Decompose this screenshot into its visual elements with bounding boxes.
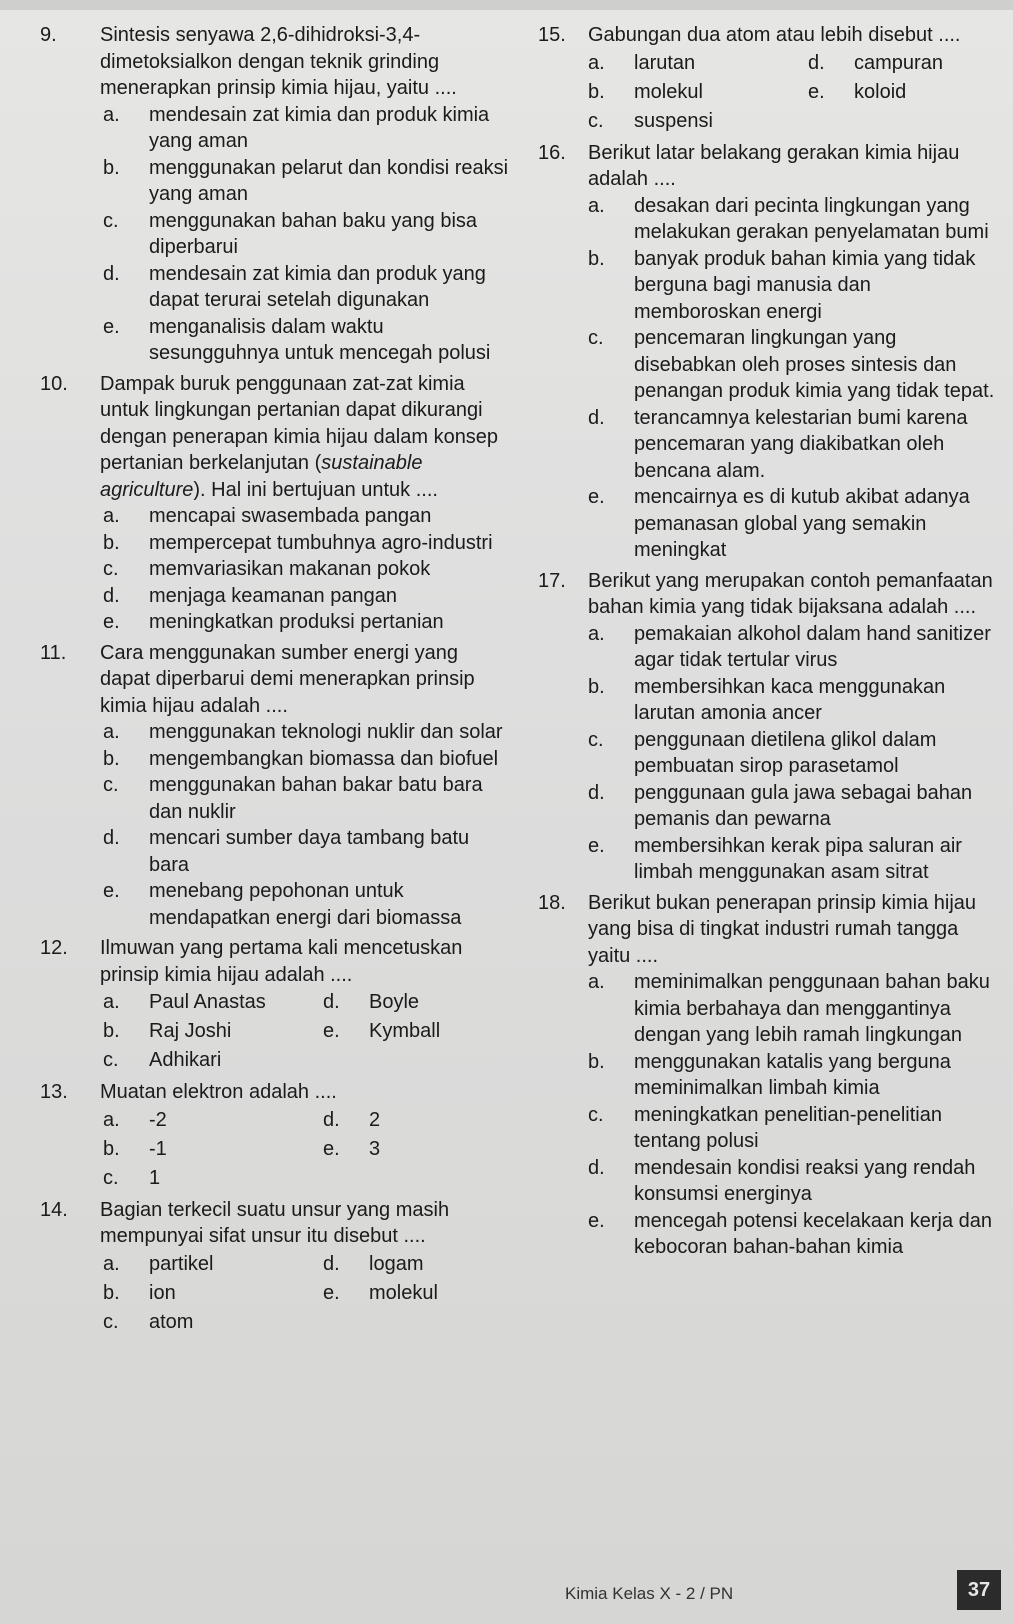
option-text: desakan dari pecinta lingkungan yang melakukan gerakan penyelamatan bumi — [634, 194, 989, 243]
option-text: molekul — [634, 80, 703, 103]
option-letter: c. — [588, 728, 604, 751]
answer-option — [588, 405, 998, 485]
option-letter: b. — [588, 675, 605, 698]
question-text — [100, 371, 510, 504]
option-text: Paul Anastas — [149, 991, 266, 1013]
answer-option-row — [588, 49, 998, 78]
option-text: meminimalkan penggunaan bahan baku kimia berbahaya dan menggantinya dengan yang lebih ramah lingkungan — [634, 971, 990, 1046]
option-text — [634, 621, 998, 674]
option-letter: a. — [588, 51, 605, 74]
question-stem — [40, 371, 510, 504]
option-text: Adhikari — [149, 1049, 222, 1071]
question-number: 11. — [40, 641, 67, 664]
option-text: meningkatkan penelitian-penelitian tentang polusi — [634, 1103, 942, 1152]
answer-option — [103, 1250, 323, 1279]
page-top-edge — [0, 0, 1013, 10]
option-letter: b. — [588, 80, 605, 103]
option-text: partikel — [149, 1252, 214, 1275]
answer-option — [588, 246, 998, 326]
answer-option — [103, 772, 510, 825]
option-letter: d. — [588, 781, 605, 804]
option-text: Raj Joshi — [149, 1020, 232, 1042]
option-letter: a. — [103, 1108, 120, 1131]
left-column — [40, 22, 510, 1341]
answer-option — [103, 530, 510, 557]
option-letter: b. — [588, 1050, 605, 1073]
question-number: 17. — [538, 569, 566, 592]
answer-option — [588, 325, 998, 405]
option-letter: c. — [103, 774, 119, 796]
option-text: mencairnya es di kutub akibat adanya pemanasan global yang semakin meningkat — [634, 486, 970, 561]
option-text: banyak produk bahan kimia yang tidak berguna bagi manusia dan memboroskan energi — [634, 247, 976, 323]
option-letter: a. — [588, 194, 605, 217]
option-text: Boyle — [369, 991, 420, 1013]
question-number: 14. — [40, 1198, 68, 1221]
option-text: mendesain kondisi reaksi yang rendah konsumsi energinya — [634, 1156, 976, 1205]
answer-option — [323, 1017, 440, 1046]
option-text: koloid — [854, 80, 907, 103]
option-letter: c. — [103, 558, 119, 580]
question-text-italic: sustainable agriculture — [100, 452, 423, 501]
option-letter: b. — [103, 1281, 120, 1304]
question-text: Bagian terkecil suatu unsur yang masih mempunyai sifat unsur itu disebut .... — [100, 1198, 450, 1247]
answer-option — [588, 674, 998, 727]
question-number: 16. — [538, 141, 566, 164]
option-text-part: agar tidak tertular virus — [634, 649, 838, 671]
option-text: mengembangkan biomassa dan biofuel — [149, 747, 499, 770]
option-letter: b. — [103, 531, 120, 554]
option-letter: a. — [588, 971, 605, 993]
option-text: suspensi — [634, 109, 713, 132]
question-stem — [538, 22, 998, 49]
option-text: mendesain zat kimia dan produk kimia yang aman — [149, 103, 490, 152]
answer-option-row — [103, 1135, 510, 1164]
answer-option — [103, 825, 510, 878]
answer-option-row — [103, 1164, 510, 1193]
option-text: membersihkan kaca menggunakan larutan amonia ancer — [634, 675, 946, 724]
option-letter: c. — [103, 1049, 119, 1071]
option-text: 2 — [369, 1108, 381, 1131]
question-stem — [40, 1197, 510, 1250]
option-letter: d. — [808, 51, 825, 74]
option-letter: e. — [103, 315, 120, 338]
option-letter: e. — [588, 834, 605, 857]
question-number: 9. — [40, 24, 57, 46]
option-text: mencegah potensi kecelakaan kerja dan kebocoran bahan-bahan kimia — [634, 1209, 993, 1258]
question-number: 18. — [538, 891, 566, 914]
answer-option-row — [588, 78, 998, 107]
option-text: penggunaan dietilena glikol dalam pembuatan sirop parasetamol — [634, 728, 937, 777]
answer-option — [103, 746, 510, 773]
option-text: mendesain zat kimia dan produk yang dapat terurai setelah digunakan — [149, 262, 486, 311]
option-text: terancamnya kelestarian bumi karena pencemaran yang diakibatkan oleh bencana alam. — [634, 406, 968, 482]
option-text: molekul — [369, 1281, 438, 1304]
option-letter: b. — [103, 156, 120, 179]
question-18 — [538, 890, 998, 1261]
answer-option-row — [103, 1017, 510, 1046]
answer-option — [588, 484, 998, 564]
page-number: 37 — [957, 1570, 1001, 1610]
option-text: mempercepat tumbuhnya agro-industri — [149, 531, 493, 554]
answer-option-row — [588, 107, 998, 136]
answer-option — [103, 1308, 323, 1337]
option-letter: c. — [588, 109, 604, 132]
question-number: 15. — [538, 24, 566, 46]
answer-option — [588, 1208, 998, 1261]
answer-option — [103, 583, 510, 610]
answer-option-row — [103, 1250, 510, 1279]
answer-option — [103, 719, 510, 746]
answer-option — [103, 503, 510, 530]
option-text: pencemaran lingkungan yang disebabkan oleh proses sintesis dan penangan produk kimia yang tidak tepat. — [634, 327, 995, 402]
answer-option — [103, 1135, 323, 1164]
option-letter: e. — [588, 486, 605, 508]
question-stem — [538, 890, 998, 970]
option-letter: c. — [103, 209, 119, 232]
answer-option — [103, 1106, 323, 1135]
answer-option — [588, 78, 808, 107]
option-text: ion — [149, 1281, 176, 1304]
option-text: memvariasikan makanan pokok — [149, 558, 431, 580]
option-text: logam — [369, 1252, 424, 1275]
answer-option — [808, 49, 943, 78]
answer-option — [588, 1155, 998, 1208]
option-text: menggunakan bahan bakar batu bara dan nuklir — [149, 774, 483, 823]
answer-option — [103, 1279, 323, 1308]
option-letter: d. — [323, 991, 340, 1013]
answer-option — [103, 1164, 323, 1193]
option-letter: a. — [588, 622, 605, 645]
option-letter: c. — [588, 327, 604, 349]
answer-option — [588, 621, 998, 674]
question-stem — [40, 640, 510, 720]
option-letter: d. — [588, 406, 605, 429]
answer-option — [323, 1135, 380, 1164]
option-letter: b. — [103, 1020, 120, 1042]
question-text: Ilmuwan yang pertama kali mencetuskan prinsip kimia hijau adalah .... — [100, 937, 463, 986]
option-text: mencapai swasembada pangan — [149, 505, 432, 527]
question-14 — [40, 1197, 510, 1337]
option-text: menjaga keamanan pangan — [149, 584, 397, 607]
answer-option — [588, 1102, 998, 1155]
answer-option-row — [103, 1046, 510, 1075]
question-16 — [538, 140, 998, 564]
question-text: Muatan elektron adalah .... — [100, 1081, 337, 1103]
option-text: membersihkan kerak pipa saluran air limbah menggunakan asam sitrat — [634, 834, 962, 883]
option-letter: a. — [103, 505, 120, 527]
answer-option — [808, 78, 906, 107]
option-text: menggunakan pelarut dan kondisi reaksi yang aman — [149, 156, 509, 205]
question-17 — [538, 568, 998, 886]
option-letter: d. — [103, 262, 120, 285]
answer-option-row — [103, 1279, 510, 1308]
right-column — [538, 22, 998, 1265]
option-text: menggunakan teknologi nuklir dan solar — [149, 721, 503, 743]
option-text: menggunakan bahan baku yang bisa diperbarui — [149, 209, 478, 258]
question-text: Gabungan dua atom atau lebih disebut .... — [588, 24, 961, 46]
question-stem — [538, 568, 998, 621]
answer-option — [103, 988, 323, 1017]
answer-option — [323, 1106, 380, 1135]
answer-option — [323, 988, 419, 1017]
question-text: Berikut latar belakang gerakan kimia hijau adalah .... — [588, 141, 960, 190]
question-number: 13. — [40, 1081, 68, 1103]
answer-option — [103, 878, 510, 931]
option-letter: a. — [103, 721, 120, 743]
question-text-part: ). Hal ini bertujuan untuk .... — [193, 478, 438, 501]
footer-label: Kimia Kelas X - 2 / PN — [565, 1584, 734, 1603]
answer-option — [588, 727, 998, 780]
answer-option — [588, 107, 808, 136]
answer-option — [588, 49, 808, 78]
answer-option — [103, 102, 510, 155]
answer-option — [323, 1250, 423, 1279]
option-letter: a. — [103, 1252, 120, 1275]
question-text: Cara menggunakan sumber energi yang dapat diperbarui demi menerapkan prinsip kimia hijau adalah .... — [100, 641, 475, 717]
question-text: Sintesis senyawa 2,6-dihidroksi-3,4-dimetoksialkon dengan teknik grinding menerapkan prinsip kimia hijau, yaitu .... — [100, 24, 457, 99]
answer-option — [103, 1017, 323, 1046]
question-9 — [40, 22, 510, 367]
question-stem — [40, 1079, 510, 1106]
option-text: 3 — [369, 1137, 381, 1160]
option-letter: d. — [323, 1108, 340, 1131]
option-text: meningkatkan produksi pertanian — [149, 611, 444, 633]
option-text: -1 — [149, 1137, 167, 1160]
option-letter: b. — [588, 247, 605, 270]
question-stem — [40, 935, 510, 988]
question-stem — [40, 22, 510, 102]
option-text: menggunakan katalis yang berguna meminimalkan limbah kimia — [634, 1050, 951, 1099]
option-text-italic: hand sanitizer — [866, 622, 991, 645]
answer-option — [103, 314, 510, 367]
answer-option — [103, 556, 510, 583]
answer-option — [103, 208, 510, 261]
question-15 — [538, 22, 998, 136]
option-text: atom — [149, 1310, 194, 1333]
option-text: menganalisis dalam waktu sesungguhnya untuk mencegah polusi — [149, 315, 491, 364]
answer-option — [103, 261, 510, 314]
option-letter: c. — [103, 1166, 119, 1189]
option-text: larutan — [634, 51, 696, 74]
question-text-part: Dampak buruk penggunaan zat-zat kimia untuk lingkungan pertanian dapat dikurangi dengan penerapan kimia hijau dalam konsep pertanian berkelanjutan ( — [100, 372, 499, 474]
question-10 — [40, 371, 510, 636]
question-13 — [40, 1079, 510, 1193]
option-letter: e. — [588, 1209, 605, 1232]
option-text: Kymball — [369, 1020, 441, 1042]
option-letter: b. — [103, 1137, 120, 1160]
question-stem — [538, 140, 998, 193]
option-letter: d. — [103, 584, 120, 607]
option-letter: e. — [323, 1137, 340, 1160]
option-text: -2 — [149, 1108, 167, 1131]
option-letter: d. — [323, 1252, 340, 1275]
answer-option — [103, 609, 510, 636]
option-text: mencari sumber daya tambang batu bara — [149, 827, 470, 876]
page-footer — [0, 1564, 1013, 1624]
option-letter: e. — [323, 1281, 340, 1304]
answer-option — [588, 780, 998, 833]
option-letter: c. — [103, 1310, 119, 1333]
option-text: menebang pepohonan untuk mendapatkan energi dari biomassa — [149, 880, 462, 929]
option-letter: e. — [808, 80, 825, 103]
option-letter: a. — [103, 991, 120, 1013]
question-text: Berikut bukan penerapan prinsip kimia hijau yang bisa di tingkat industri rumah tangga yaitu .... — [588, 891, 977, 967]
option-letter: a. — [103, 103, 120, 126]
answer-option — [588, 193, 998, 246]
answer-option — [588, 833, 998, 886]
option-letter: e. — [323, 1020, 340, 1042]
option-text: 1 — [149, 1166, 161, 1189]
option-text-part: pemakaian alkohol dalam — [634, 622, 867, 645]
option-letter: c. — [588, 1103, 604, 1126]
question-text: Berikut yang merupakan contoh pemanfaatan bahan kimia yang tidak bijaksana adalah .... — [588, 569, 993, 618]
question-number: 12. — [40, 937, 68, 959]
answer-option-row — [103, 1106, 510, 1135]
answer-option — [588, 1049, 998, 1102]
answer-option-row — [103, 988, 510, 1017]
question-12 — [40, 935, 510, 1075]
option-letter: b. — [103, 747, 120, 770]
question-11 — [40, 640, 510, 932]
option-letter: d. — [103, 827, 120, 849]
answer-option — [588, 969, 998, 1049]
question-number: 10. — [40, 372, 68, 395]
answer-option — [103, 1046, 323, 1075]
option-text: campuran — [854, 51, 943, 74]
option-text: penggunaan gula jawa sebagai bahan pemanis dan pewarna — [634, 781, 973, 830]
answer-option — [103, 155, 510, 208]
answer-option — [323, 1279, 438, 1308]
answer-option-row — [103, 1308, 510, 1337]
option-letter: e. — [103, 880, 120, 902]
option-letter: e. — [103, 611, 120, 633]
option-letter: d. — [588, 1156, 605, 1179]
